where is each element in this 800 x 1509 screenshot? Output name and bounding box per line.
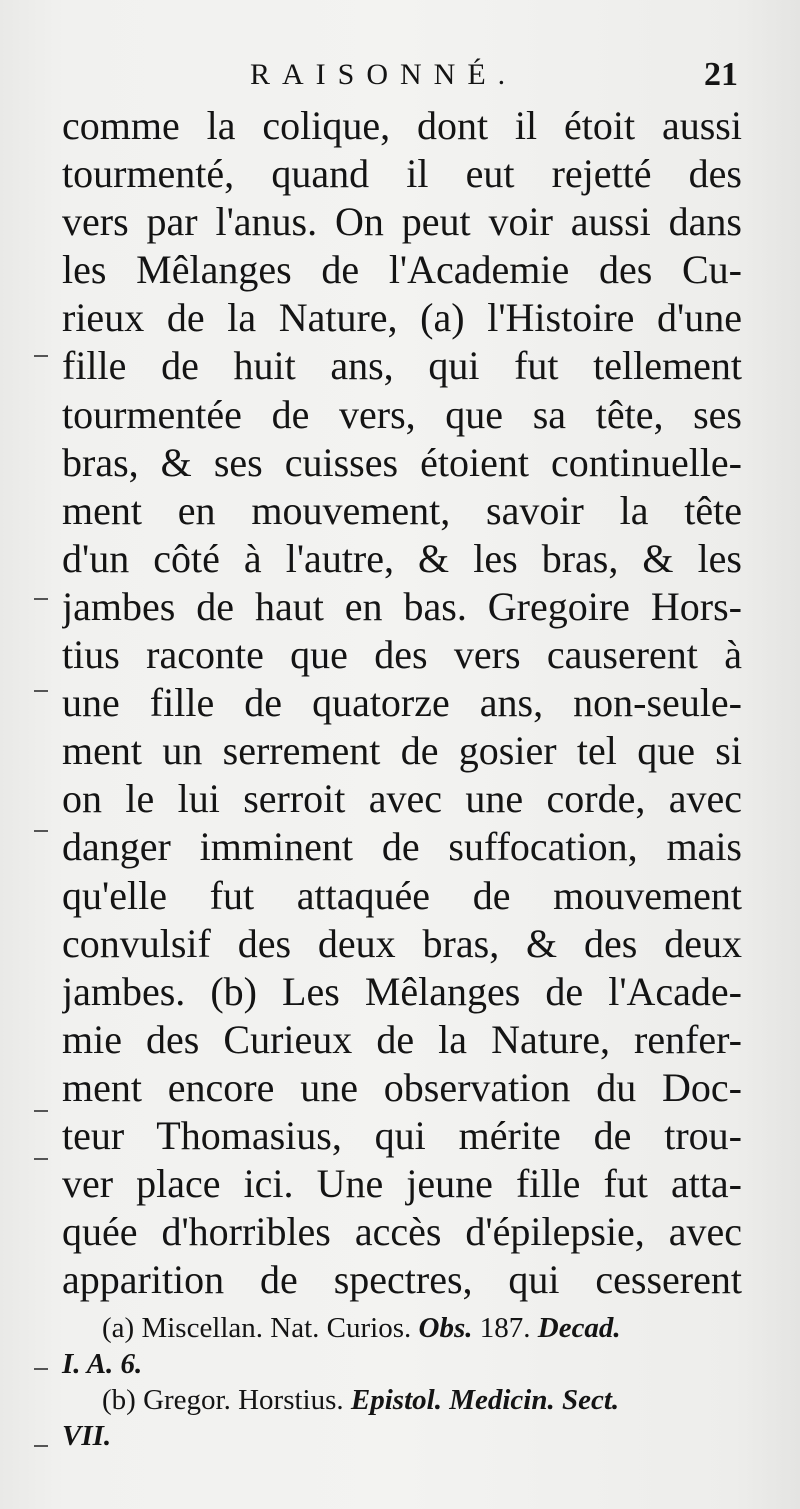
body-text — [62, 102, 742, 1304]
margin-mark — [34, 1158, 48, 1160]
text-line: danger imminent de suffocation, mais — [62, 824, 742, 870]
page-number: 21 — [704, 56, 738, 93]
text-line: ment en mouvement, savoir la tête — [62, 487, 742, 533]
text-line: convulsif des deux bras, & des deux — [62, 920, 742, 966]
margin-mark — [34, 355, 48, 357]
text-line: comme la colique, dont il étoit aussi — [62, 103, 742, 148]
footnote-a-marker: (a) — [102, 1312, 135, 1344]
footnote-a — [62, 1310, 742, 1346]
text-line: ment un serrement de gosier tel que si — [62, 728, 742, 774]
footnote-a-text: Miscellan. Nat. Curios. — [141, 1312, 412, 1344]
text-line: une fille de quatorze ans, non-seule- — [62, 680, 742, 726]
text-line: teur Thomasius, qui mérite de trou- — [62, 1112, 742, 1158]
text-line: fille de huit ans, qui fut tellement — [62, 343, 742, 389]
page-header — [60, 58, 738, 98]
margin-mark — [34, 1445, 48, 1447]
text-line: apparition de spectres, qui cesserent — [62, 1257, 742, 1303]
footnote-b-cont: VII. — [62, 1420, 112, 1452]
text-line: qu'elle fut attaquée de mouvement — [62, 872, 742, 918]
footnote-b-epist: Epistol. Medicin. Sect. — [350, 1384, 620, 1416]
footnote-b-continuation — [62, 1418, 742, 1454]
footnote-a-decad: Decad. — [537, 1312, 621, 1344]
text-line: on le lui serroit avec une corde, avec — [62, 776, 742, 822]
text-line: jambes de haut en bas. Gregoire Hors- — [62, 583, 742, 629]
text-line: d'un côté à l'autre, & les bras, & les — [62, 535, 742, 581]
text-line: tius raconte que des vers causerent à — [62, 632, 742, 678]
margin-mark — [34, 1110, 48, 1112]
text-line: ment encore une observation du Doc- — [62, 1064, 742, 1110]
running-title: RAISONNÉ. — [250, 58, 518, 91]
footnote-a-continuation — [62, 1346, 742, 1382]
margin-mark — [34, 690, 48, 692]
text-line: tourmenté, quand il eut rejetté des — [62, 151, 742, 197]
margin-mark — [34, 830, 48, 832]
margin-mark — [34, 1368, 48, 1370]
text-line: ver place ici. Une jeune fille fut atta- — [62, 1161, 742, 1207]
text-line: jambes. (b) Les Mêlanges de l'Acade- — [62, 968, 742, 1014]
text-line: mie des Curieux de la Nature, renfer- — [62, 1016, 742, 1062]
footnote-b-text: Gregor. Horstius. — [143, 1384, 344, 1416]
footnotes — [62, 1310, 742, 1454]
text-line: les Mêlanges de l'Academie des Cu- — [62, 247, 742, 293]
footnote-a-cont: I. A. 6. — [62, 1348, 143, 1380]
margin-mark — [34, 598, 48, 600]
text-line: tourmentée de vers, que sa tête, ses — [62, 391, 742, 437]
footnote-b — [62, 1382, 742, 1418]
text-line: rieux de la Nature, (a) l'Histoire d'une — [62, 295, 742, 341]
text-line: bras, & ses cuisses étoient continuelle- — [62, 439, 742, 485]
text-line: vers par l'anus. On peut voir aussi dans — [62, 199, 742, 245]
footnote-a-obs: Obs. — [418, 1312, 473, 1344]
text-line: quée d'horribles accès d'épilepsie, avec — [62, 1209, 742, 1255]
footnote-a-obs-num: 187. — [479, 1312, 531, 1344]
footnote-b-marker: (b) — [102, 1384, 136, 1416]
